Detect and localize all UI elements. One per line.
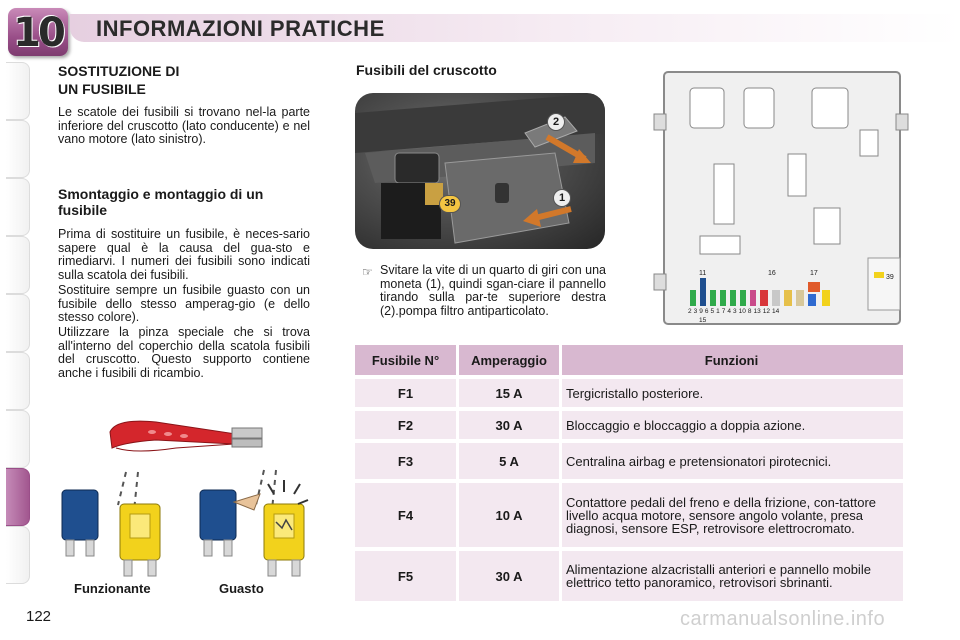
photo-label-2: 2 xyxy=(547,113,565,131)
fuse-label: 9 xyxy=(699,308,703,315)
fuse-number: F1 xyxy=(355,379,456,407)
fuse-label: 1 xyxy=(716,308,720,315)
fuse-number: F3 xyxy=(355,443,456,479)
table-header-row xyxy=(355,345,903,375)
fuse-illustration xyxy=(56,410,316,582)
section-heading-text: SOSTITUZIONE DI UN FUSIBILE xyxy=(58,63,180,97)
intro-paragraph: Le scatole dei fusibili si trovano nel-la parte inferiore del cruscotto (lato conducente) e nel vano motore (lato sinistro). xyxy=(58,105,310,146)
table-row xyxy=(355,443,903,479)
fuse-label-39: 39 xyxy=(886,274,894,281)
paragraph-1: Prima di sostituire un fusibile, è neces-sario sapere qual è la causa del gua-sto e rimediarvi. I numeri dei fusibili sono indicati sulla scatola dei fusibili. xyxy=(58,227,310,282)
chapter-tab[interactable] xyxy=(6,526,30,584)
page-number: 122 xyxy=(26,608,52,625)
photo-label-1: 1 xyxy=(553,189,571,207)
fuse-box-drawing xyxy=(650,68,910,328)
fuse-label-17: 17 xyxy=(810,270,818,277)
fuse-function: Contattore pedali del freno e della frizione, con-tattore livello acqua motore, sensore angolo volante, presa diagnosi, sensore ESP, retrovisore elettrocromato. xyxy=(562,483,903,547)
fuse-function: Centralina airbag e pretensionatori pirotecnici. xyxy=(562,443,903,479)
fuse-label: 7 xyxy=(721,308,726,315)
column-header-functions: Funzioni xyxy=(562,345,903,375)
paragraph-2: Sostituire sempre un fusibile guasto con un fusibile dello stesso amperag-gio (e dello stesso colore). xyxy=(58,283,310,324)
page-header xyxy=(0,0,960,56)
chapter-tab[interactable] xyxy=(6,62,30,120)
fuse-label: 12 xyxy=(762,308,770,315)
instruction-text: Svitare la vite di un quarto di giri con una moneta (1), quindi sgan-ciare il pannello tirando sulla par-te superiore destra (2).pompa filtro antiparticolato. xyxy=(380,263,606,318)
caption-blown: Guasto xyxy=(219,581,264,596)
fuse-amperage: 10 A xyxy=(459,483,559,547)
dashboard-photo xyxy=(355,93,605,249)
fuse-label-15: 15 xyxy=(699,317,707,324)
paragraph-3: Utilizzare la pinza speciale che si trova all'interno del coperchio della scatola fusibili del cruscotto. Questo supporto contiene anche i fusibili di ricambio. xyxy=(58,325,310,380)
fuse-label: 2 xyxy=(688,308,692,315)
column-header-amperage: Amperaggio xyxy=(459,345,559,375)
fuse-number: F4 xyxy=(355,483,456,547)
fuse-amperage: 30 A xyxy=(459,551,559,601)
chapter-tab[interactable] xyxy=(6,294,30,352)
pointing-hand-icon: ☞ xyxy=(362,265,373,279)
fuse-number: F2 xyxy=(355,411,456,439)
fuse-label: 5 xyxy=(710,308,715,315)
table-row xyxy=(355,411,903,439)
dashboard-fuses-heading: Fusibili del cruscotto xyxy=(356,62,497,78)
page-title: INFORMAZIONI PRATICHE xyxy=(96,16,385,41)
chapter-tab-strip xyxy=(0,62,32,582)
fuse-blown-icon xyxy=(200,480,308,576)
chapter-number: 10 xyxy=(13,10,63,56)
fuse-puller-icon xyxy=(110,421,262,451)
table-row xyxy=(355,483,903,547)
fuse-label: 14 xyxy=(771,308,780,315)
chapter-tab[interactable] xyxy=(6,410,30,468)
table-row xyxy=(355,551,903,601)
dashboard-photo-drawing xyxy=(355,93,605,249)
fuse-function: Tergicristallo posteriore. xyxy=(562,379,903,407)
fuse-label-11: 11 xyxy=(699,270,707,277)
chapter-tab[interactable] xyxy=(6,352,30,410)
chapter-tab-active[interactable] xyxy=(6,468,30,526)
fuse-function: Bloccaggio e bloccaggio a doppia azione. xyxy=(562,411,903,439)
fuse-label: 3 xyxy=(733,308,737,315)
watermark: carmanualsonline.info xyxy=(680,608,886,630)
fuse-label: 13 xyxy=(753,308,761,315)
chapter-badge xyxy=(8,8,68,56)
fuse-label: 10 xyxy=(738,308,746,315)
chapter-tab[interactable] xyxy=(6,178,30,236)
photo-label-39: 39 xyxy=(439,195,461,213)
caption-working: Funzionante xyxy=(74,581,151,596)
fuse-function: Alimentazione alzacristalli anteriori e pannello mobile elettrico tetto panoramico, retrovisori sbrinanti. xyxy=(562,551,903,601)
sub-heading: Smontaggio e montaggio di un fusibile xyxy=(58,186,264,218)
fuse-label: 6 xyxy=(704,308,709,315)
fuse-label: 3 xyxy=(693,308,698,315)
chapter-tab[interactable] xyxy=(6,236,30,294)
fuse-working-icon xyxy=(62,490,160,576)
fuse-amperage: 5 A xyxy=(459,443,559,479)
fuse-label-16: 16 xyxy=(768,270,776,277)
fuse-number: F5 xyxy=(355,551,456,601)
column-header-fuse: Fusibile N° xyxy=(355,345,456,375)
chapter-tab[interactable] xyxy=(6,120,30,178)
fuse-amperage: 15 A xyxy=(459,379,559,407)
fuse-bottom-labels xyxy=(688,308,838,315)
fuse-label: 4 xyxy=(727,308,731,315)
fuse-box-diagram xyxy=(650,68,910,328)
fuse-amperage: 30 A xyxy=(459,411,559,439)
section-heading xyxy=(58,62,298,98)
fuse-label: 8 xyxy=(747,308,752,315)
table-row xyxy=(355,379,903,407)
